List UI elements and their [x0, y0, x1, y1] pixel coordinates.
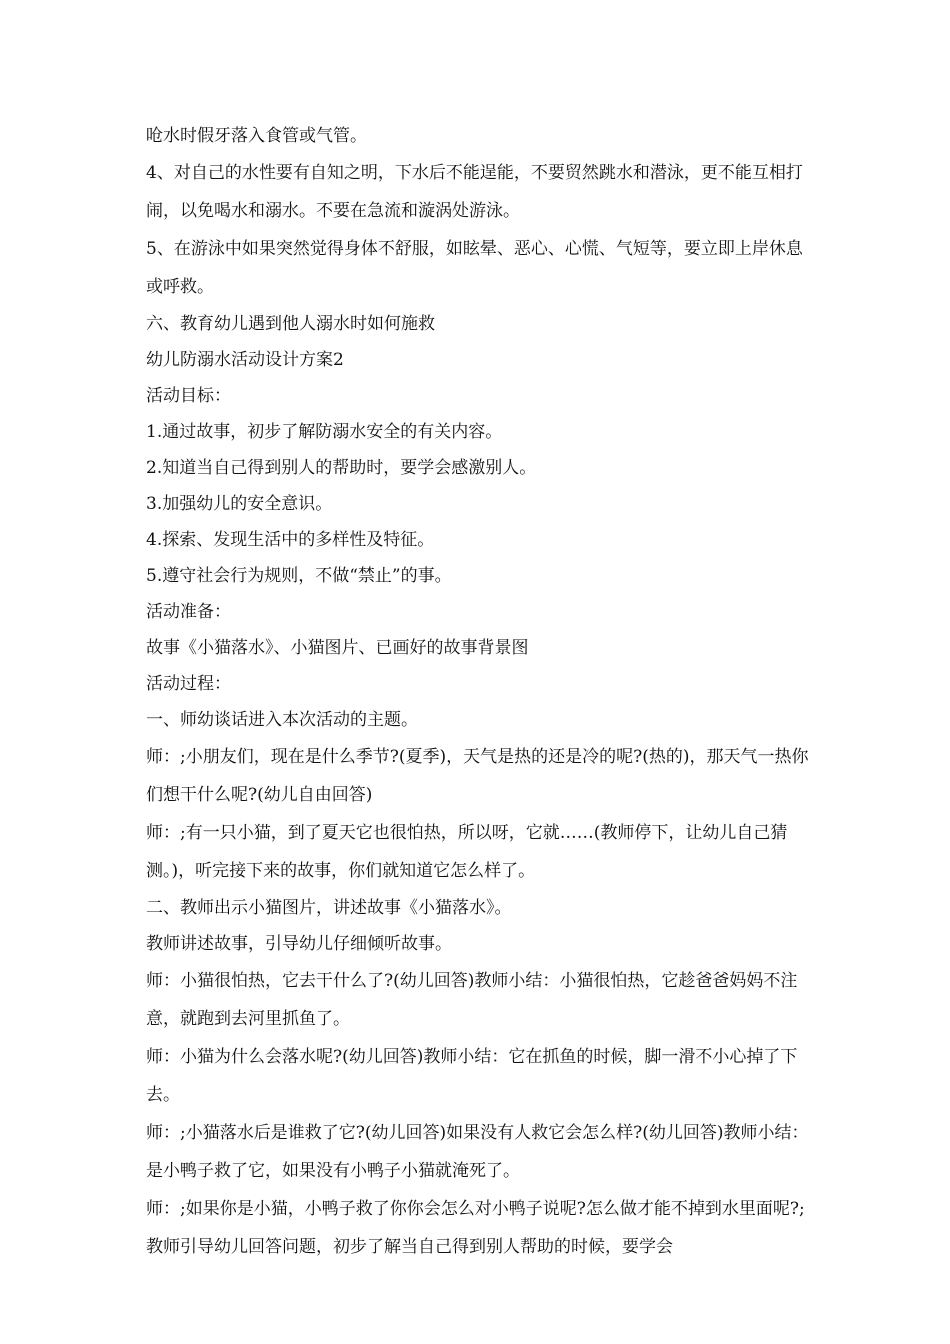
step-2-text: 教师讲述故事，引导幼儿仔细倾听故事。	[146, 934, 452, 954]
dialogue-1: 师：;小朋友们，现在是什么季节?(夏季)，天气是热的还是冷的呢?(热的)，那天气一热你们想干什么呢?(幼儿自由回答)	[146, 747, 809, 805]
dialogue-3: 师：小猫很怕热，它去干什么了?(幼儿回答)教师小结：小猫很怕热，它趁爸爸妈妈不注意，就跑到去河里抓鱼了。	[146, 971, 798, 1029]
goals-heading: 活动目标：	[146, 386, 231, 406]
goal-5: 5.遵守社会行为规则，不做“禁止”的事。	[146, 566, 452, 586]
plan-title: 幼儿防溺水活动设计方案2	[146, 350, 344, 370]
goal-4: 4.探索、发现生活中的多样性及特征。	[146, 530, 435, 550]
dialogue-2: 师：;有一只小猫，到了夏天它也很怕热，所以呀，它就……(教师停下，让幼儿自己猜测。)，听完接下来的故事，你们就知道它怎么样了。	[146, 823, 788, 881]
dialogue-5: 师：;小猫落水后是谁救了它?(幼儿回答)如果没有人救它会怎么样?(幼儿回答)教师小结：是小鸭子救了它，如果没有小鸭子小猫就淹死了。	[146, 1123, 809, 1181]
step-2-heading: 二、教师出示小猫图片，讲述故事《小猫落水》。	[146, 898, 512, 918]
preparation-heading: 活动准备：	[146, 602, 231, 622]
goal-3: 3.加强幼儿的安全意识。	[146, 494, 333, 514]
paragraph-1: 呛水时假牙落入食管或气管。	[146, 126, 367, 146]
goal-2: 2.知道当自己得到别人的帮助时，要学会感激别人。	[146, 458, 537, 478]
process-heading: 活动过程：	[146, 674, 231, 694]
section-heading-6: 六、教育幼儿遇到他人溺水时如何施救	[146, 314, 435, 334]
goal-1: 1.通过故事，初步了解防溺水安全的有关内容。	[146, 422, 503, 442]
preparation-text: 故事《小猫落水》、小猫图片、已画好的故事背景图	[146, 638, 529, 658]
document-body	[146, 118, 810, 1266]
dialogue-4: 师：小猫为什么会落水呢?(幼儿回答)教师小结：它在抓鱼的时候，脚一滑不小心掉了下去。	[146, 1047, 798, 1105]
step-1-heading: 一、师幼谈话进入本次活动的主题。	[146, 710, 418, 730]
paragraph-3: 5、在游泳中如果突然觉得身体不舒服，如眩晕、恶心、心慌、气短等，要立即上岸休息或呼救。	[146, 239, 803, 297]
paragraph-2: 4、对自己的水性要有自知之明，下水后不能逞能，不要贸然跳水和潜泳，更不能互相打闹，以免喝水和溺水。不要在急流和漩涡处游泳。	[146, 163, 803, 221]
dialogue-6: 师：;如果你是小猫，小鸭子救了你你会怎么对小鸭子说呢?怎么做才能不掉到水里面呢?;教师引导幼儿回答问题，初步了解当自己得到别人帮助的时候，要学会	[146, 1199, 805, 1257]
